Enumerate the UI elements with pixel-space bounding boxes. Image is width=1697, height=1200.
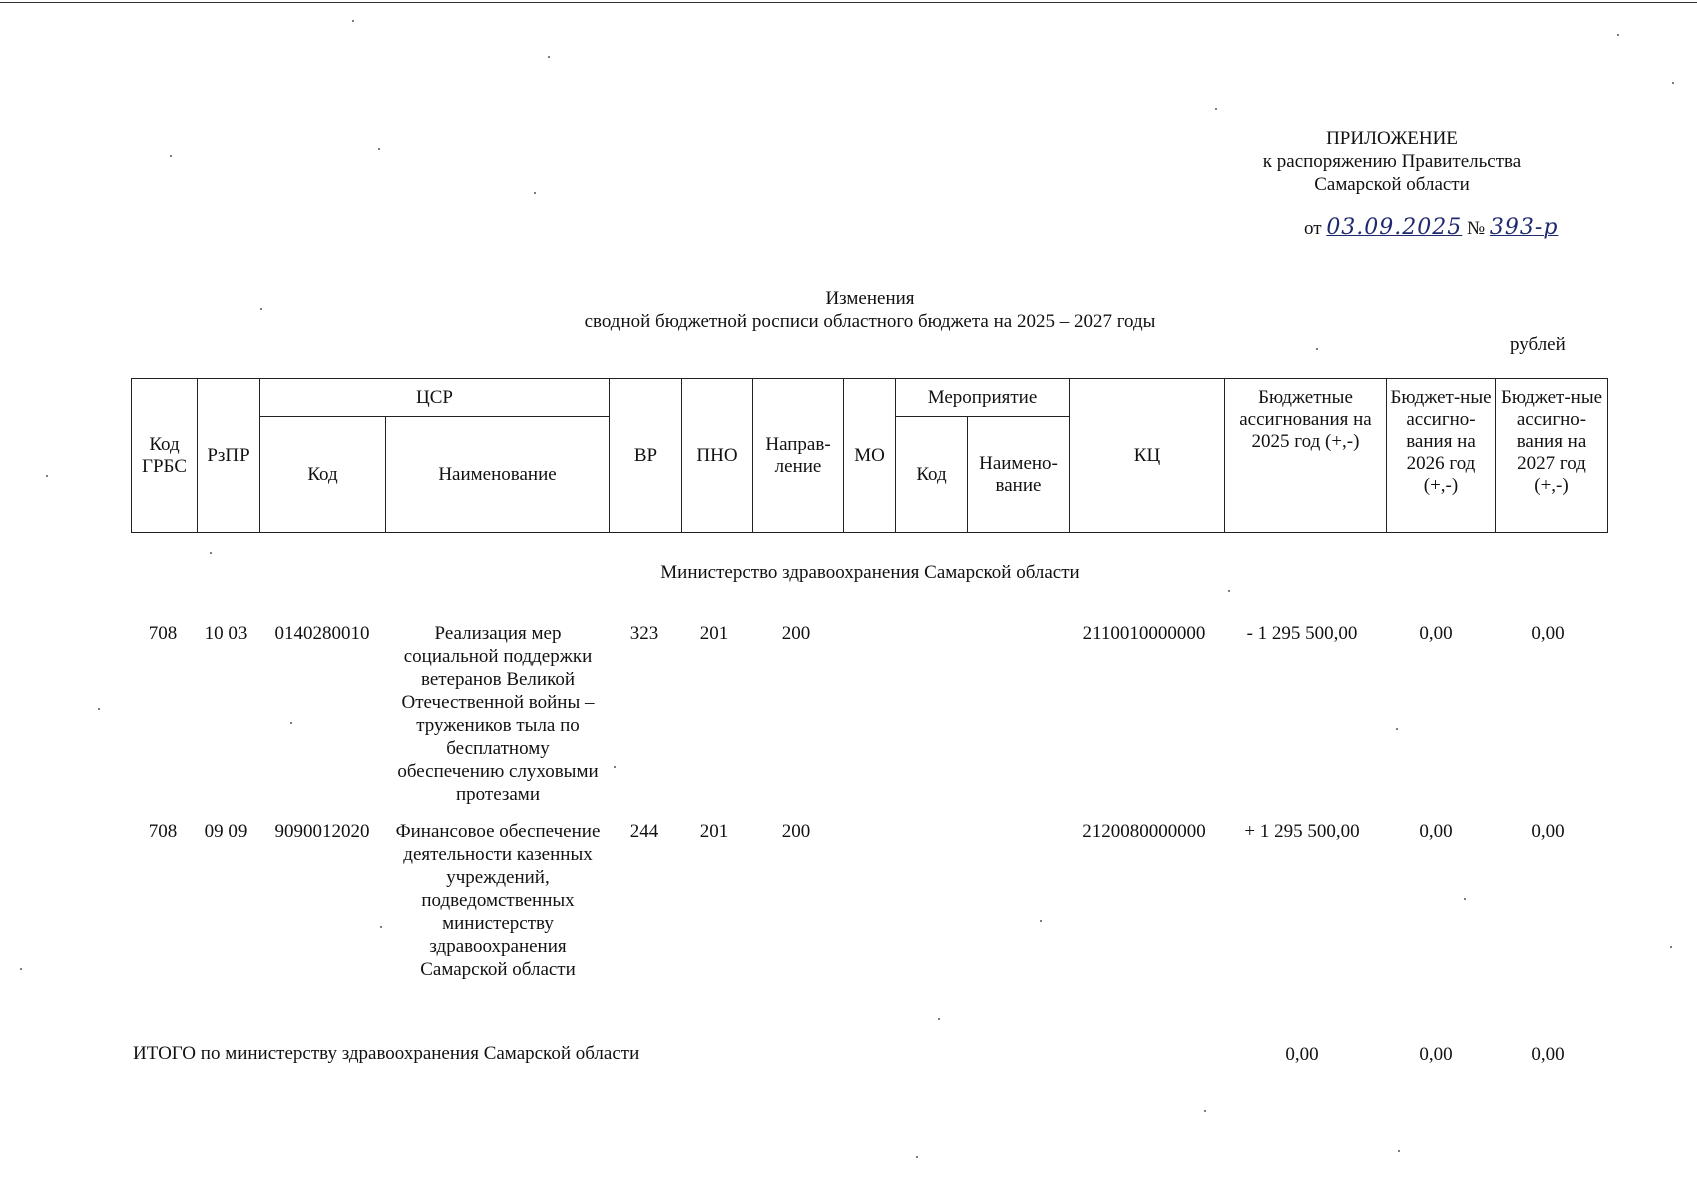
col-amount-2027: Бюджет-ные ассигно-вания на 2027 год (+,-) bbox=[1496, 379, 1608, 533]
row-vr: 244 bbox=[629, 821, 659, 842]
total-label: ИТОГО по министерству здравоохранения Самарской области bbox=[133, 1043, 640, 1064]
col-direction: Направ-ление bbox=[753, 379, 844, 533]
ministry-heading: Министерство здравоохранения Самарской области bbox=[660, 562, 1080, 583]
row-rzpr: 09 09 bbox=[204, 821, 248, 842]
col-vr: ВР bbox=[610, 379, 682, 533]
row-kc: 2120080000000 bbox=[1082, 821, 1206, 842]
total-amount-2025: 0,00 bbox=[1285, 1044, 1319, 1065]
col-mo: МО bbox=[844, 379, 896, 533]
document-title: Изменения bbox=[825, 288, 915, 309]
units-label: рублей bbox=[1510, 334, 1566, 355]
row-csr-name: Реализация мер социальной поддержки ветеранов Великой Отечественной войны – тружеников тыла по бесплатному обеспечению слуховыми протезами bbox=[397, 623, 599, 805]
row-amount-2025: - 1 295 500,00 bbox=[1246, 623, 1358, 644]
col-event-group: Мероприятие bbox=[896, 379, 1070, 417]
row-amount-2027: 0,00 bbox=[1531, 821, 1565, 842]
col-kc: КЦ bbox=[1070, 379, 1225, 533]
row-csr-code: 9090012020 bbox=[274, 821, 370, 842]
top-border-line bbox=[0, 2, 1697, 3]
document-subtitle: сводной бюджетной росписи областного бюджета на 2025 – 2027 годы bbox=[584, 311, 1156, 332]
row-grbs: 708 bbox=[148, 623, 178, 644]
row-kc: 2110010000000 bbox=[1082, 623, 1206, 644]
col-csr-name: Наименование bbox=[386, 417, 610, 533]
row-pno: 201 bbox=[699, 623, 729, 644]
row-direction: 200 bbox=[781, 623, 811, 644]
number-prefix: № bbox=[1467, 218, 1486, 239]
col-csr-group: ЦСР bbox=[260, 379, 610, 417]
row-direction: 200 bbox=[781, 821, 811, 842]
col-pno: ПНО bbox=[682, 379, 753, 533]
col-event-code: Код bbox=[896, 417, 968, 533]
table-header bbox=[131, 378, 1608, 533]
col-grbs: Код ГРБС bbox=[132, 379, 198, 533]
appendix-title: ПРИЛОЖЕНИЕ bbox=[1326, 128, 1458, 149]
total-amount-2027: 0,00 bbox=[1531, 1044, 1565, 1065]
row-vr: 323 bbox=[629, 623, 659, 644]
row-amount-2025: + 1 295 500,00 bbox=[1244, 821, 1360, 842]
appendix-line-3: Самарской области bbox=[1314, 174, 1470, 195]
total-amount-2026: 0,00 bbox=[1419, 1044, 1453, 1065]
appendix-block bbox=[1222, 127, 1562, 196]
row-csr-name: Финансовое обеспечение деятельности казенных учреждений, подведомственных министерству здравоохранения Самарской области bbox=[395, 821, 601, 980]
col-amount-2025: Бюджетные ассигнования на 2025 год (+,-) bbox=[1225, 379, 1387, 533]
col-rzpr: РзПР bbox=[198, 379, 260, 533]
row-pno: 201 bbox=[699, 821, 729, 842]
date-prefix: от bbox=[1304, 218, 1322, 239]
row-grbs: 708 bbox=[148, 821, 178, 842]
order-date-number bbox=[1304, 215, 1558, 240]
col-amount-2026: Бюджет-ные ассигно-вания на 2026 год (+,-) bbox=[1387, 379, 1496, 533]
row-rzpr: 10 03 bbox=[204, 623, 248, 644]
row-amount-2027: 0,00 bbox=[1531, 623, 1565, 644]
handwritten-date: 03.09.2025 bbox=[1326, 215, 1463, 240]
row-csr-code: 0140280010 bbox=[274, 623, 370, 644]
appendix-line-2: к распоряжению Правительства bbox=[1262, 151, 1522, 172]
row-amount-2026: 0,00 bbox=[1419, 821, 1453, 842]
col-event-name: Наимено-вание bbox=[968, 417, 1070, 533]
row-amount-2026: 0,00 bbox=[1419, 623, 1453, 644]
handwritten-number: 393-р bbox=[1489, 215, 1559, 240]
col-csr-code: Код bbox=[260, 417, 386, 533]
